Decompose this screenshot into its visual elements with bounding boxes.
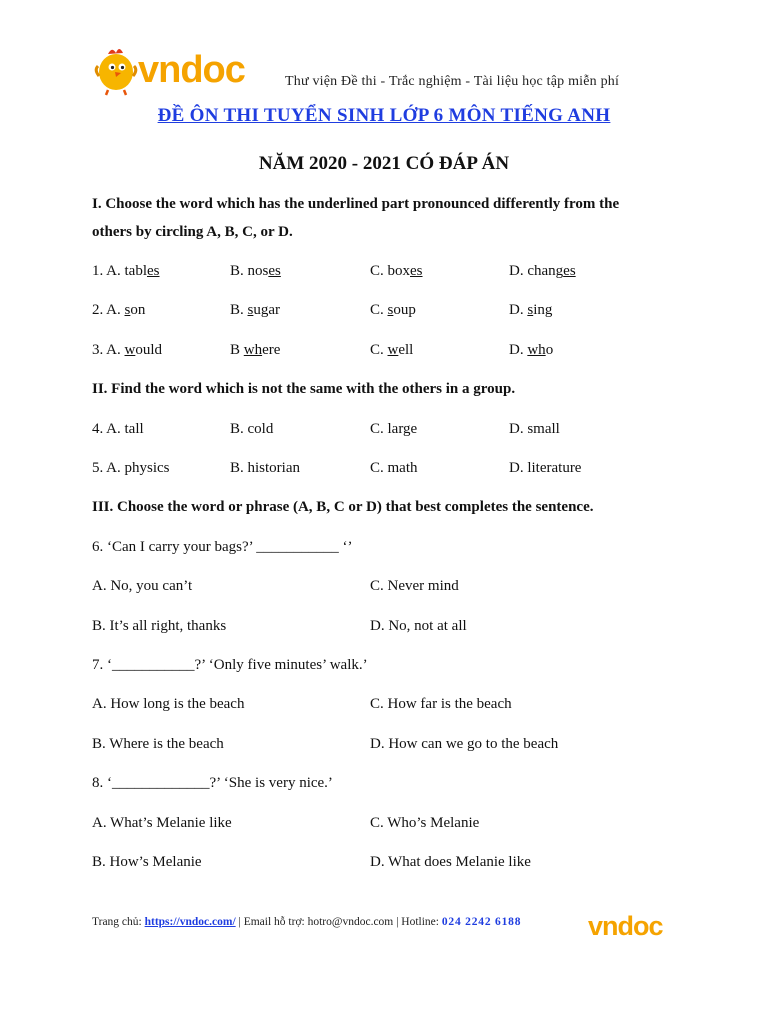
page-header (92, 40, 692, 96)
footer-home-label: Trang chủ: (92, 916, 145, 928)
q2-option-c: C. soup (370, 302, 416, 318)
q1-option-d: D. changes (509, 263, 576, 279)
document-subtitle: NĂM 2020 - 2021 CÓ ĐÁP ÁN (258, 153, 510, 174)
q5-option-b: B. historian (230, 460, 300, 476)
document-title[interactable]: ĐỀ ÔN THI TUYỂN SINH LỚP 6 MÔN TIẾNG ANH (157, 105, 611, 126)
q8-option-c: C. Who’s Melanie (370, 815, 480, 831)
page-footer (92, 916, 521, 928)
footer-vndoc-logo (588, 912, 684, 940)
q5-option-d: D. literature (509, 460, 582, 476)
q7-option-b: B. Where is the beach (92, 736, 224, 752)
q8-option-d: D. What does Melanie like (370, 854, 531, 870)
q6-option-a: A. No, you can’t (92, 578, 193, 594)
q6-stem: 6. ‘Can I carry your bags?’ ___________ ‘’ (92, 539, 353, 555)
q6-option-c: C. Never mind (370, 578, 459, 594)
q5-option-c: C. math (370, 460, 418, 476)
footer-support: | Email hỗ trợ: hotro@vndoc.com | Hotline: (235, 916, 442, 928)
q4-option-d: D. small (509, 421, 560, 437)
q6-option-d: D. No, not at all (370, 618, 467, 634)
q7-option-a: A. How long is the beach (92, 696, 245, 712)
q3-option-b: B where (230, 342, 281, 358)
section-1-heading-cont: others by circling A, B, C, or D. (92, 224, 293, 240)
q4-option-a: 4. A. tall (92, 421, 144, 437)
q2-option-a: 2. A. son (92, 302, 146, 318)
q8-option-b: B. How’s Melanie (92, 854, 202, 870)
q7-option-c: C. How far is the beach (370, 696, 512, 712)
footer-hotline: 024 2242 6188 (441, 916, 522, 928)
q3-option-d: D. who (509, 342, 554, 358)
header-tagline: Thư viện Đề thi - Trắc nghiệm - Tài liệu học tập miễn phí (285, 74, 620, 89)
q1-option-a: 1. A. tables (92, 263, 160, 279)
q6-option-b: B. It’s all right, thanks (92, 618, 227, 634)
logo-wordmark: vndoc (138, 49, 245, 91)
footer-home-link[interactable]: https://vndoc.com/ (144, 916, 236, 928)
q8-stem: 8. ‘_____________?’ ‘She is very nice.’ (92, 775, 333, 791)
q4-option-c: C. large (370, 421, 418, 437)
section-1-heading: I. Choose the word which has the underlined part pronounced differently from the (92, 196, 620, 212)
q7-stem: 7. ‘___________?’ ‘Only five minutes’ walk.’ (92, 657, 368, 673)
q3-option-c: C. well (370, 342, 414, 358)
q5-option-a: 5. A. physics (92, 460, 170, 476)
section-2-heading: II. Find the word which is not the same with the others in a group. (92, 381, 516, 397)
q1-option-b: B. noses (230, 263, 281, 279)
q3-option-a: 3. A. would (92, 342, 163, 358)
q4-option-b: B. cold (230, 421, 274, 437)
vndoc-logo (92, 40, 277, 96)
q2-option-d: D. sing (509, 302, 553, 318)
section-3-heading: III. Choose the word or phrase (A, B, C or D) that best completes the sentence. (92, 499, 594, 515)
footer-logo-wordmark: vndoc (588, 912, 663, 940)
q7-option-d: D. How can we go to the beach (370, 736, 559, 752)
q1-option-c: C. boxes (370, 263, 423, 279)
q8-option-a: A. What’s Melanie like (92, 815, 232, 831)
q2-option-b: B. sugar (230, 302, 281, 318)
